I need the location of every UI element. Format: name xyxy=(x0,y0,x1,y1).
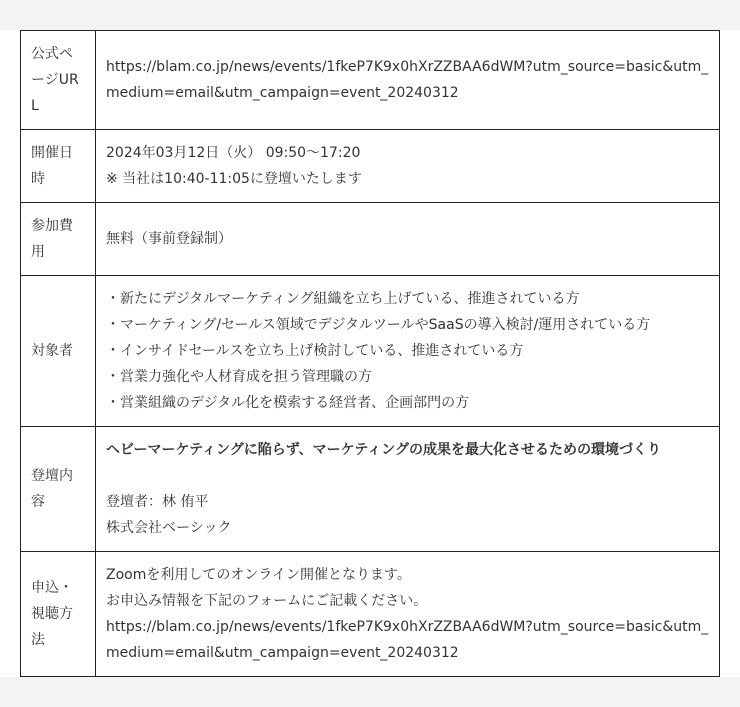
row-label: 参加費用 xyxy=(21,203,96,276)
row-label: 申込・視聴方法 xyxy=(21,552,96,677)
target-item: ・営業組織のデジタル化を模索する経営者、企画部門の方 xyxy=(106,395,470,411)
application-url-link[interactable]: https://blam.co.jp/news/events/1fkeP7K9x0hXrZZBAA6dWM?utm_source=basic&utm_medium=email&utm_campaign=event_20240312 xyxy=(106,619,709,661)
target-item: ・新たにデジタルマーケティング組織を立ち上げている、推進されている方 xyxy=(106,291,580,307)
table-row-url xyxy=(21,31,720,130)
table-row-target xyxy=(21,276,720,427)
row-value xyxy=(96,130,720,203)
row-label: 開催日時 xyxy=(21,130,96,203)
speaking-time-note: ※ 当社は10:40-11:05に登壇いたします xyxy=(106,171,362,187)
fee-text: 無料（事前登録制） xyxy=(106,231,232,247)
speaker-company: 株式会社ベーシック xyxy=(106,520,232,536)
url-text[interactable]: https://blam.co.jp/news/events/1fkeP7K9x0hXrZZBAA6dWM?utm_source=basic&utm_medium=email&utm_campaign=event_20240312 xyxy=(106,59,709,101)
datetime-text: 2024年03月12日（火） 09:50〜17:20 xyxy=(106,145,361,161)
table-row-fee xyxy=(21,203,720,276)
event-info-table xyxy=(20,30,720,677)
table-row-content xyxy=(21,427,720,552)
row-label: 登壇内容 xyxy=(21,427,96,552)
table-row-application xyxy=(21,552,720,677)
row-value xyxy=(96,203,720,276)
table-row-datetime xyxy=(21,130,720,203)
row-value xyxy=(96,276,720,427)
row-value xyxy=(96,552,720,677)
official-url-link[interactable] xyxy=(96,31,720,130)
application-text: お申込み情報を下記のフォームにご記載ください。 xyxy=(106,593,428,609)
application-text: Zoomを利用してのオンライン開催となります。 xyxy=(106,567,411,583)
row-label: 公式ページURL xyxy=(21,31,96,130)
row-value xyxy=(96,427,720,552)
row-label: 対象者 xyxy=(21,276,96,427)
target-item: ・インサイドセールスを立ち上げ検討している、推進されている方 xyxy=(106,343,524,359)
target-item: ・営業力強化や人材育成を担う管理職の方 xyxy=(106,369,372,385)
speaker-name: 登壇者：林 侑平 xyxy=(106,494,209,510)
page-content xyxy=(0,30,740,677)
target-item: ・マーケティング/セールス領域でデジタルツールやSaaSの導入検討/運用されている方 xyxy=(106,317,651,333)
session-title: ヘビーマーケティングに陥らず、マーケティングの成果を最大化させるための環境づくり xyxy=(106,442,661,458)
spacer xyxy=(106,463,709,489)
